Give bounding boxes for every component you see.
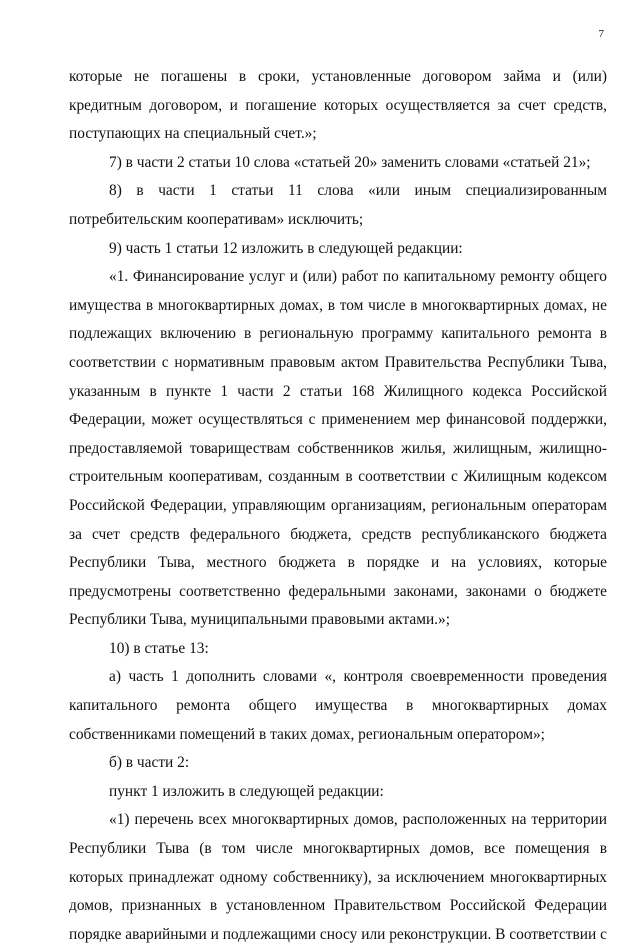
paragraph-item-9: 9) часть 1 статьи 12 изложить в следующей редакции:	[109, 239, 463, 257]
paragraph-point-1-text: «1) перечень всех многоквартирных домов, расположенных на территории Республики Тыва (в том числе многоквартирных домов, все помещения в которых принадлежат одному собственнику), за исключением многоквартирных домов, признанных в установленном Правительством Российской Федерации порядке аварийными и подлежащими сносу или реконструкции. В соответствии с	[69, 811, 607, 943]
paragraph-item-8: 8) в части 1 статьи 11 слова «или иным специализированным потребительским кооперативам» исключить;	[69, 182, 607, 228]
paragraph-subitem-b: б) в части 2:	[109, 754, 190, 772]
paragraph-item-7: 7) в части 2 статьи 10 слова «статьей 20» заменить словами «статьей 21»;	[109, 153, 591, 171]
paragraph-part-1-text: «1. Финансирование услуг и (или) работ по капитальному ремонту общего имущества в многоквартирных домах, в том числе в многоквартирных домах, не подлежащих включению в региональную программу капитального ремонта в соответствии с нормативным правовым актом Правительства Республики Тыва, указанным в пункте 1 части 2 статьи 168 Жилищного кодекса Российской Федерации, может осуществляться с применением мер финансовой поддержки, предоставляемой товариществам собственников жилья, жилищным, жилищно-строительным кооперативам, созданным в соответствии с Жилищным кодексом Российской Федерации, управляющим организациям, региональным операторам за счет средств федерального бюджета, средств республиканского бюджета Республики Тыва, местного бюджета в порядке и на условиях, которые предусмотрены соответственно федеральными законами, законами о бюджете Республики Тыва, муниципальными правовыми актами.»;	[69, 268, 607, 629]
paragraph-continuation: которые не погашены в сроки, установленные договором займа и (или) кредитным договором, и погашение которых осуществляется за счет средств, поступающих на специальный счет.»;	[69, 68, 607, 143]
document-body	[69, 63, 607, 949]
paragraph-point-1-intro: пункт 1 изложить в следующей редакции:	[109, 782, 384, 800]
page-number: 7	[598, 28, 604, 40]
paragraph-subitem-a: а) часть 1 дополнить словами «, контроля своевременности проведения капитального ремонта общего имущества в многоквартирных домах собственниками помещений в таких домах, региональным оператором»;	[69, 668, 607, 743]
paragraph-item-10: 10) в статье 13:	[109, 639, 209, 657]
